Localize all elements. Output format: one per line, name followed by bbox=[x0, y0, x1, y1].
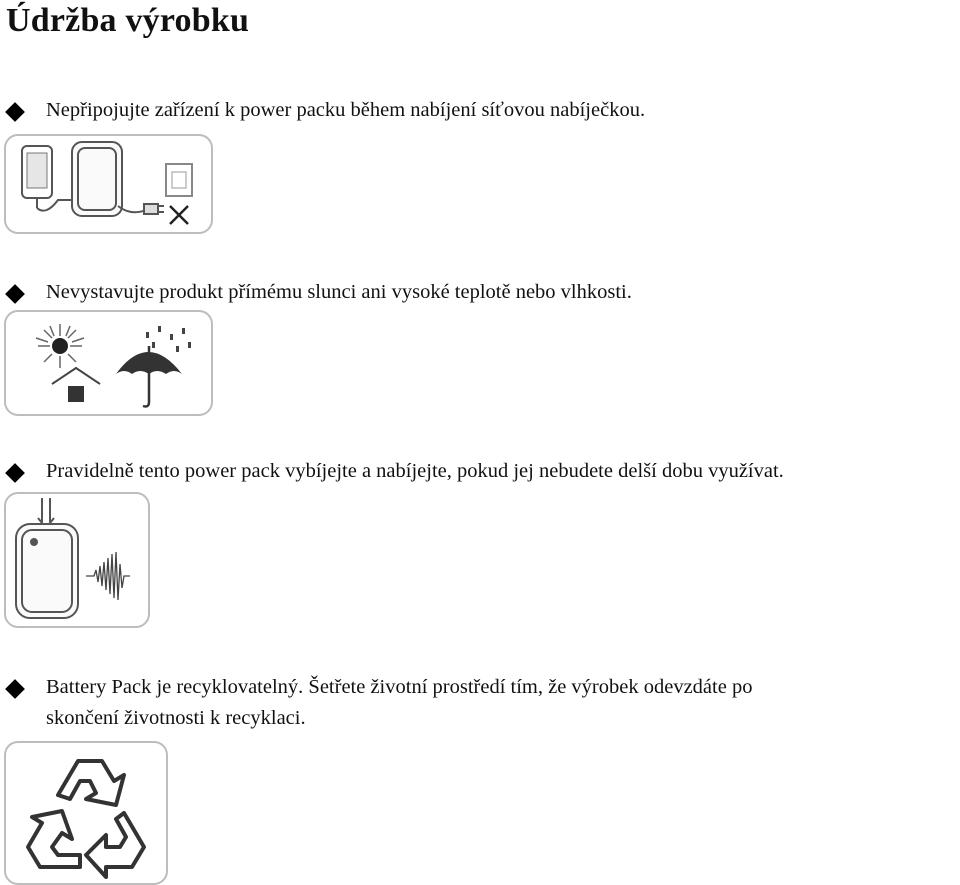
item-text: Nepřipojujte zařízení k power packu během nabíjení síťovou nabíječkou. bbox=[46, 99, 646, 121]
item-text-line1: Battery Pack je recyklovatelný. Šetřete životní prostředí tím, že výrobek odevzdáte po bbox=[46, 676, 753, 698]
recycle-icon bbox=[4, 741, 168, 885]
diamond-bullet-icon bbox=[5, 284, 25, 304]
diamond-bullet-icon bbox=[5, 463, 25, 483]
powerpack-charge-discharge-icon bbox=[4, 492, 150, 628]
item-text: Pravidelně tento power pack vybíjejte a nabíjejte, pokud jej nebudete delší dobu využívat. bbox=[46, 460, 784, 482]
item-text: Nevystavujte produkt přímému slunci ani vysoké teplotě nebo vlhkosti. bbox=[46, 281, 632, 303]
sun-and-umbrella-rain-icon bbox=[4, 310, 213, 416]
diamond-bullet-icon bbox=[5, 102, 25, 122]
page-title: Údržba výrobku bbox=[6, 2, 250, 39]
item-text-line2: skončení životnosti k recyklaci. bbox=[46, 707, 306, 729]
item-text bbox=[46, 672, 960, 734]
phone-charging-powerpack-with-wall-charger-icon bbox=[4, 134, 213, 234]
diamond-bullet-icon bbox=[5, 679, 25, 699]
